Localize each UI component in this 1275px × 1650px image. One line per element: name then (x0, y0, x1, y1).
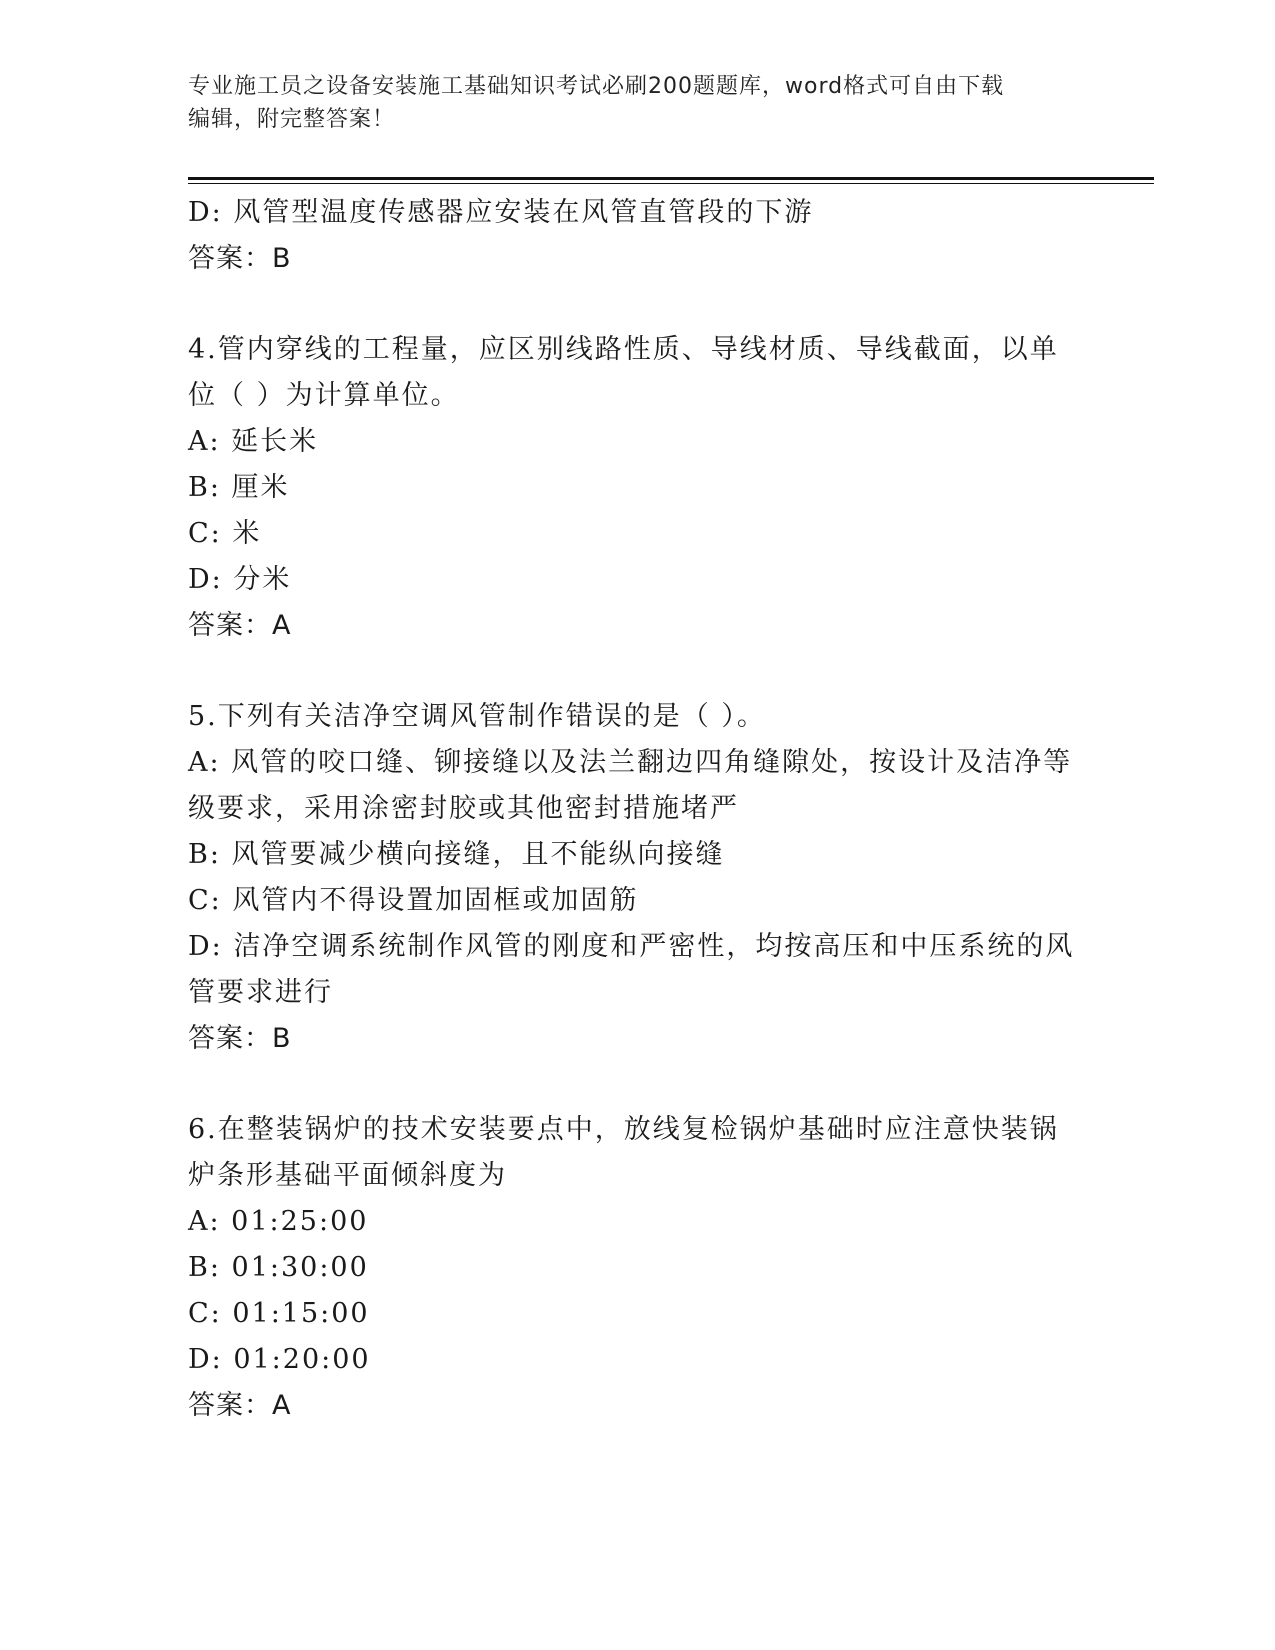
q4-option-d: D: 分米 (188, 564, 292, 595)
header-rule-thin (188, 183, 1154, 184)
q4-answer: 答案：A (188, 610, 292, 641)
q6-stem-line-2: 炉条形基础平面倾斜度为 (188, 1160, 507, 1191)
q5-option-d-line-1: D: 洁净空调系统制作风管的刚度和严密性，均按高压和中压系统的风 (188, 931, 1075, 962)
header-line-1: 专业施工员之设备安装施工基础知识考试必刷200题题库，word格式可自由下载 (188, 74, 1005, 99)
spacer (188, 282, 1088, 327)
header-line-2: 编辑，附完整答案！ (188, 107, 396, 132)
spacer (188, 1062, 1088, 1107)
q6-option-b: B: 01:30:00 (188, 1252, 369, 1283)
q4-option-c: C: 米 (188, 518, 262, 549)
q4-option-a: A: 延长米 (188, 426, 319, 457)
q4-stem-line-2: 位（ ）为计算单位。 (188, 380, 460, 411)
q4-stem-line-1: 4.管内穿线的工程量，应区别线路性质、导线材质、导线截面，以单 (188, 334, 1059, 365)
q5-option-a-line-2: 级要求，采用涂密封胶或其他密封措施堵严 (188, 793, 739, 824)
q6-option-c: C: 01:15:00 (188, 1298, 370, 1329)
q4-option-b: B: 厘米 (188, 472, 290, 503)
q6-option-d: D: 01:20:00 (188, 1344, 371, 1375)
q5-answer: 答案：B (188, 1023, 292, 1054)
header-rule-thick (188, 177, 1154, 180)
q3-option-d: D: 风管型温度传感器应安装在风管直管段的下游 (188, 197, 814, 228)
q6-answer: 答案：A (188, 1390, 292, 1421)
q5-option-b: B: 风管要减少横向接缝，且不能纵向接缝 (188, 839, 725, 870)
question-4 (188, 327, 1088, 649)
document-body (188, 190, 1088, 1429)
spacer (188, 649, 1088, 694)
document-header (188, 70, 1088, 136)
question-6 (188, 1107, 1088, 1429)
q5-option-d-line-2: 管要求进行 (188, 977, 333, 1008)
q6-option-a: A: 01:25:00 (188, 1206, 369, 1237)
question-3-tail (188, 190, 1088, 282)
q5-option-a-line-1: A: 风管的咬口缝、铆接缝以及法兰翻边四角缝隙处，按设计及洁净等 (188, 747, 1073, 778)
q3-answer: 答案：B (188, 243, 292, 274)
question-5 (188, 694, 1088, 1062)
q6-stem-line-1: 6.在整装锅炉的技术安装要点中，放线复检锅炉基础时应注意快装锅 (188, 1114, 1059, 1145)
q5-option-c: C: 风管内不得设置加固框或加固筋 (188, 885, 639, 916)
q5-stem: 5.下列有关洁净空调风管制作错误的是（ ）。 (188, 701, 766, 732)
